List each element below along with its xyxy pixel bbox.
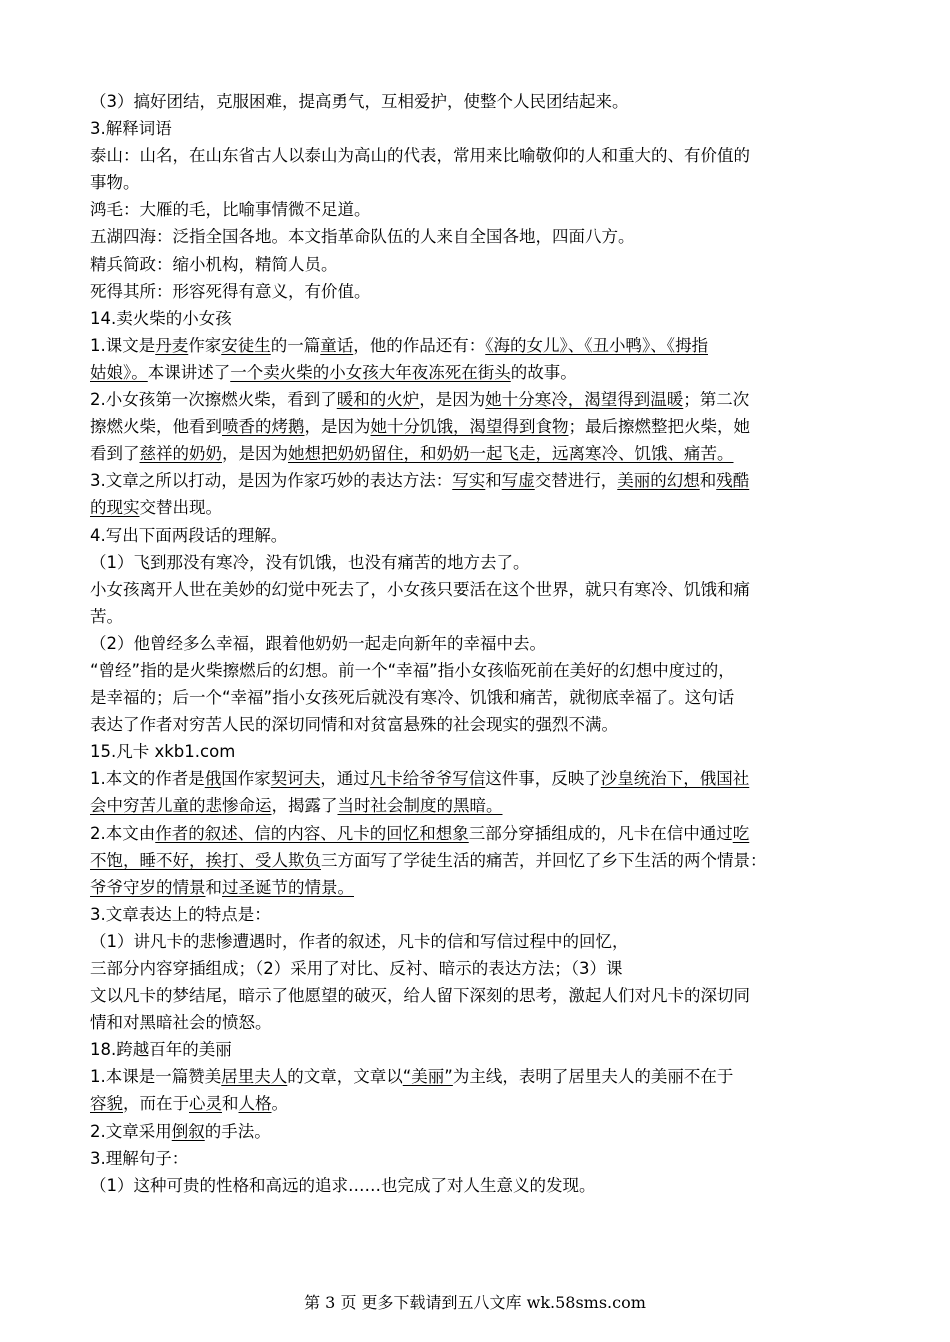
text-run: （2）他曾经多么幸福，跟着他奶奶一起走向新年的幸福中去。 <box>90 633 546 653</box>
text-run: 作家 <box>188 335 222 355</box>
text-run: 的手法。 <box>204 1121 271 1141</box>
text-run: 交替进行， <box>534 471 618 491</box>
page-footer: 第 3 页 更多下载请到五八文库 wk.58sms.com <box>304 1293 646 1312</box>
text-run: 看到了 <box>90 444 140 464</box>
text-run: 3.文章表达上的特点是： <box>90 904 271 924</box>
underlined-answer: 她十分饥饿，渴望得到食物 <box>370 417 569 437</box>
text-line <box>90 630 870 657</box>
underlined-answer: 不饱，睡不好，挨打、受人欺负 <box>90 850 321 870</box>
underlined-answer: 美丽的幻想 <box>617 471 700 491</box>
underlined-answer: 安徒生 <box>221 335 271 355</box>
text-run: 。 <box>271 1094 288 1114</box>
underlined-answer: 容貌 <box>90 1094 123 1114</box>
text-line <box>90 223 870 250</box>
text-line <box>90 1009 870 1036</box>
underlined-answer: 爷爷守岁的情景 <box>90 877 206 897</box>
underlined-answer: 写实 <box>452 471 486 491</box>
text-run: 国作家 <box>221 769 271 789</box>
text-run: 的文章，文章以 <box>287 1067 403 1087</box>
text-run: 文以凡卡的梦结尾，暗示了他愿望的破灭，给人留下深刻的思考，激起人们对凡卡的深切同 <box>90 986 750 1006</box>
underlined-answer: 她想把奶奶留住，和奶奶一起飞走，远离寒冷、饥饿、痛苦。 <box>288 444 734 464</box>
text-line <box>90 711 870 738</box>
text-line <box>90 603 870 630</box>
underlined-answer: 契诃夫 <box>270 769 321 789</box>
text-run: 1.本文的作者是 <box>90 769 205 789</box>
text-run: ，是因为 <box>222 444 288 464</box>
text-run: 泰山：山名，在山东省古人以泰山为高山的代表，常用来比喻敬仰的人和重大的、有价值的 <box>90 146 750 166</box>
text-run: 的故事。 <box>510 362 577 382</box>
text-run: 本课讲述了 <box>147 362 231 382</box>
text-run: 的一篇 <box>270 335 321 355</box>
underlined-answer: 残酷 <box>716 471 750 491</box>
underlined-answer: 俄 <box>204 769 222 789</box>
text-run: 1.本课是一篇赞美 <box>90 1067 222 1087</box>
text-line <box>90 413 870 440</box>
text-run: 1.课文是 <box>90 335 156 355</box>
text-line <box>90 88 870 115</box>
text-run: 三部分穿插组成的，凡卡在信中通过 <box>468 823 733 843</box>
text-run: 小女孩离开人世在美妙的幻觉中死去了，小女孩只要活在这个世界，就只有寒冷、饥饿和痛 <box>90 579 750 599</box>
text-line <box>90 549 870 576</box>
text-line <box>90 982 870 1009</box>
text-run: （1）飞到那没有寒冷，没有饥饿，也没有痛苦的地方去了。 <box>90 552 530 572</box>
text-line <box>90 522 870 549</box>
text-run: 情和对黑暗社会的愤怒。 <box>90 1013 272 1033</box>
text-run: 为主线，表明了居里夫人的美丽不在于 <box>452 1067 734 1087</box>
text-run: ；第二次 <box>683 390 750 410</box>
underlined-answer: 居里夫人 <box>221 1067 288 1087</box>
text-line <box>90 251 870 278</box>
text-run: 3.理解句子： <box>90 1148 189 1168</box>
underlined-answer: 慈祥的奶奶 <box>139 444 222 464</box>
text-run: 和 <box>222 1094 239 1114</box>
text-run: 和 <box>699 471 717 491</box>
underlined-answer: 暖和的火炉 <box>336 390 420 410</box>
text-run: （1）讲凡卡的悲惨遭遇时，作者的叙述，凡卡的信和写信过程中的回忆， <box>90 931 629 951</box>
underlined-answer: 吃 <box>732 823 750 843</box>
text-run: 死得其所：形容死得有意义，有价值。 <box>90 281 371 301</box>
text-line <box>90 386 870 413</box>
text-line <box>90 142 870 169</box>
text-line <box>90 1036 870 1063</box>
text-line <box>90 278 870 305</box>
text-run: 是幸福的；后一个“幸福”指小女孩死后就没有寒冷、饥饿和痛苦，就彻底幸福了。这句话 <box>90 688 735 708</box>
text-run: ，是因为 <box>304 417 371 437</box>
text-line <box>90 576 870 603</box>
text-line <box>90 657 870 684</box>
text-run: 2.文章采用 <box>90 1121 172 1141</box>
text-line <box>90 305 870 332</box>
text-line <box>90 196 870 223</box>
text-line <box>90 1090 870 1117</box>
text-line <box>90 901 870 928</box>
text-run: 3.解释词语 <box>90 119 172 139</box>
text-line <box>90 738 870 765</box>
text-line <box>90 1145 870 1172</box>
text-run: 事物。 <box>90 173 140 193</box>
text-run: （3）搞好团结，克服困难，提高勇气，互相爱护，使整个人民团结起来。 <box>90 92 629 111</box>
underlined-answer: 作者的叙述、信的内容、凡卡的回忆和想象 <box>155 823 469 843</box>
text-run: 3.文章之所以打动，是因为作家巧妙的表达方法： <box>90 471 453 491</box>
underlined-answer: 凡卡给爷爷写信 <box>369 769 486 789</box>
text-run: 五湖四海：泛指全国各地。本文指革命队伍的人来自全国各地，四面八方。 <box>90 227 635 247</box>
text-line <box>90 847 870 874</box>
underlined-answer: 过圣诞节的情景。 <box>222 877 354 897</box>
text-run: 交替出现。 <box>139 498 222 518</box>
text-line <box>90 467 870 494</box>
underlined-answer: 当时社会制度的黑暗。 <box>337 796 503 816</box>
underlined-answer: 会中穷苦儿童的悲惨命运 <box>90 796 272 816</box>
text-line <box>90 928 870 955</box>
text-line <box>90 820 870 847</box>
text-line <box>90 684 870 711</box>
text-run: 鸿毛：大雁的毛，比喻事情微不足道。 <box>90 200 371 220</box>
text-run: ，他的作品还有： <box>353 335 486 355</box>
text-run: ，揭露了 <box>271 796 338 816</box>
text-run: 表达了作者对穷苦人民的深切同情和对贫富悬殊的社会现实的强烈不满。 <box>90 715 618 735</box>
text-line <box>90 792 870 819</box>
text-line <box>90 1118 870 1145</box>
underlined-answer: 童话 <box>320 335 354 355</box>
underlined-answer: 丹麦 <box>155 335 189 355</box>
text-line <box>90 874 870 901</box>
text-line <box>90 359 870 386</box>
document-body <box>90 88 870 1199</box>
text-run: 4.写出下面两段话的理解。 <box>90 525 288 545</box>
underlined-answer: 写虚 <box>501 471 535 491</box>
text-run: 和 <box>205 877 222 897</box>
text-run: 14.卖火柴的小女孩 <box>90 308 232 328</box>
text-run: 擦燃火柴，他看到 <box>90 417 222 437</box>
text-run: 精兵简政：缩小机构，精简人员。 <box>90 254 338 274</box>
underlined-answer: 《海的女儿》、《丑小鸭》、《拇指 <box>485 335 708 355</box>
text-run: 三方面写了学徒生活的痛苦，并回忆了乡下生活的两个情景： <box>321 850 767 870</box>
underlined-answer: 喷香的烤鹅 <box>222 417 305 437</box>
underlined-answer: 她十分寒冷，渴望得到温暖 <box>485 390 684 410</box>
text-run: ，通过 <box>320 769 370 789</box>
underlined-answer: 的现实 <box>90 498 140 518</box>
text-line <box>90 332 870 359</box>
text-run: 18.跨越百年的美丽 <box>90 1040 232 1060</box>
text-line <box>90 955 870 982</box>
text-run: ，是因为 <box>419 390 486 410</box>
text-line <box>90 494 870 521</box>
text-run: 这件事，反映了 <box>485 769 601 789</box>
text-run: 2.本文由 <box>90 823 156 843</box>
underlined-answer: 姑娘》。 <box>90 362 148 382</box>
text-run: 15.凡卡 xkb1.com <box>90 742 236 762</box>
text-line <box>90 1063 870 1090</box>
underlined-answer: 倒叙 <box>171 1121 205 1141</box>
text-line <box>90 765 870 792</box>
text-run: 苦。 <box>90 606 123 626</box>
text-run: ；最后擦燃整把火柴，她 <box>568 417 750 437</box>
underlined-answer: 心灵 <box>189 1094 222 1114</box>
text-run: ，而在于 <box>123 1094 189 1114</box>
underlined-answer: 沙皇统治下，俄国社 <box>600 769 750 789</box>
text-line <box>90 1172 870 1199</box>
underlined-answer: “美丽” <box>402 1067 453 1087</box>
text-run: “曾经”指的是火柴擦燃后的幻想。前一个“幸福”指小女孩临死前在美好的幻想中度过的， <box>90 660 735 680</box>
text-line <box>90 169 870 196</box>
text-line <box>90 115 870 142</box>
underlined-answer: 一个卖火柴的小女孩大年夜冻死在街头 <box>230 362 511 382</box>
text-run: 三部分内容穿插组成；（2）采用了对比、反衬、暗示的表达方法；（3）课 <box>90 959 623 978</box>
text-run: 2.小女孩第一次擦燃火柴，看到了 <box>90 390 337 410</box>
underlined-answer: 人格 <box>238 1094 272 1114</box>
text-run: 和 <box>485 471 502 491</box>
text-run: （1）这种可贵的性格和高远的追求……也完成了对人生意义的发现。 <box>90 1175 596 1195</box>
text-line <box>90 440 870 467</box>
